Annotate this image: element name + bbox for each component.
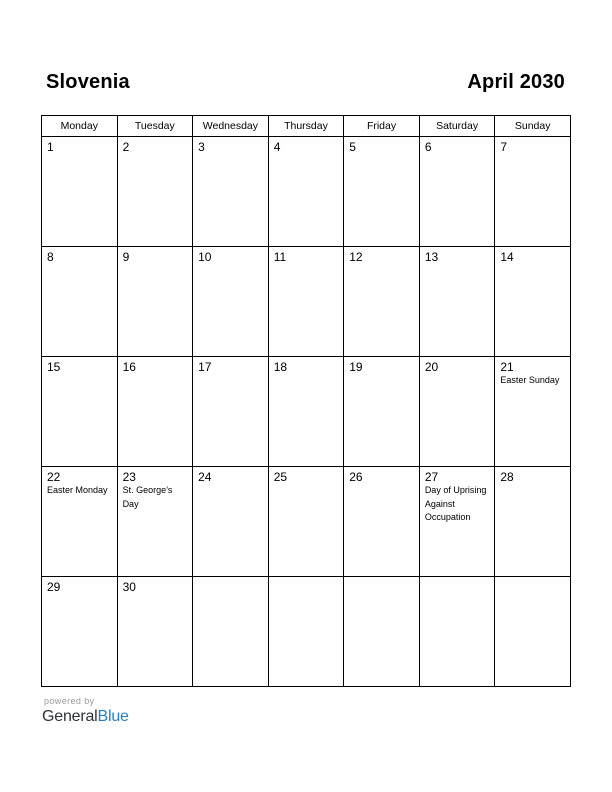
day-cell (344, 357, 420, 467)
weekday-header: Monday (42, 116, 118, 137)
brand-blue-text: Blue (97, 708, 129, 725)
day-number: 9 (122, 250, 130, 264)
weekday-header: Wednesday (193, 116, 269, 137)
week-row (42, 137, 571, 247)
holiday-label: Easter Sunday (500, 375, 560, 385)
day-number: 28 (500, 470, 514, 484)
week-row (42, 357, 571, 467)
day-cell (268, 467, 344, 577)
day-cell (193, 577, 269, 687)
day-cell (193, 357, 269, 467)
day-number: 20 (424, 360, 439, 374)
day-number: 30 (122, 580, 136, 594)
day-cell (42, 577, 118, 687)
generalblue-logo[interactable] (42, 708, 129, 726)
day-cell (42, 137, 118, 247)
calendar-grid (41, 115, 571, 687)
day-cell (193, 247, 269, 357)
day-cell (117, 247, 193, 357)
day-cell (193, 137, 269, 247)
day-cell (268, 357, 344, 467)
day-number: 3 (198, 140, 205, 154)
day-cell (419, 137, 495, 247)
day-cell (42, 247, 118, 357)
day-cell (419, 247, 495, 357)
week-row (42, 577, 571, 687)
day-number: 6 (424, 140, 432, 154)
day-number: 26 (349, 470, 363, 484)
day-cell (344, 467, 420, 577)
weekday-header-row (42, 116, 571, 137)
day-number: 27 (424, 470, 439, 484)
day-cell (495, 577, 571, 687)
day-number: 2 (122, 140, 130, 154)
week-row (42, 247, 571, 357)
day-cell (344, 137, 420, 247)
day-cell (117, 357, 193, 467)
day-number: 10 (198, 250, 212, 264)
month-title: April 2030 (467, 71, 565, 93)
week-row (42, 467, 571, 577)
day-number: 5 (349, 140, 356, 154)
day-number: 19 (349, 360, 363, 374)
day-number: 7 (500, 140, 508, 154)
day-cell (117, 137, 193, 247)
day-cell (419, 357, 495, 467)
weekday-header: Sunday (495, 116, 571, 137)
day-number: 22 (47, 470, 61, 484)
day-number: 4 (273, 140, 281, 154)
day-cell (268, 577, 344, 687)
day-cell (495, 467, 571, 577)
day-cell (117, 467, 193, 577)
country-title: Slovenia (46, 71, 130, 93)
weekday-header: Friday (344, 116, 420, 137)
day-number: 16 (122, 360, 136, 374)
day-cell (117, 577, 193, 687)
powered-by-text: powered by (44, 696, 95, 706)
day-number: 23 (122, 470, 136, 484)
day-number: 18 (273, 360, 288, 374)
day-cell (268, 137, 344, 247)
day-cell (42, 357, 118, 467)
day-cell (495, 247, 571, 357)
brand-general-text: General (42, 708, 98, 725)
day-number: 29 (47, 580, 61, 594)
holiday-label: Day of Uprising Against Occupation (424, 485, 487, 522)
day-cell (193, 467, 269, 577)
day-number: 8 (47, 250, 54, 264)
day-number: 12 (349, 250, 363, 264)
day-cell (419, 467, 495, 577)
day-cell (495, 137, 571, 247)
day-number: 14 (500, 250, 514, 264)
holiday-label: Easter Monday (47, 485, 108, 495)
weekday-header: Thursday (268, 116, 344, 137)
day-cell (268, 247, 344, 357)
day-number: 15 (47, 360, 61, 374)
day-number: 24 (198, 470, 212, 484)
day-number: 11 (273, 250, 287, 264)
day-cell (42, 467, 118, 577)
day-number: 17 (198, 360, 212, 374)
day-cell (344, 577, 420, 687)
day-cell (419, 577, 495, 687)
weekday-header: Tuesday (117, 116, 193, 137)
day-number: 21 (500, 360, 514, 374)
day-number: 13 (424, 250, 439, 264)
day-number: 1 (47, 140, 54, 154)
day-cell (344, 247, 420, 357)
day-number: 25 (273, 470, 288, 484)
weekday-header: Saturday (419, 116, 495, 137)
day-cell (495, 357, 571, 467)
holiday-label: St. George’s Day (122, 485, 173, 509)
